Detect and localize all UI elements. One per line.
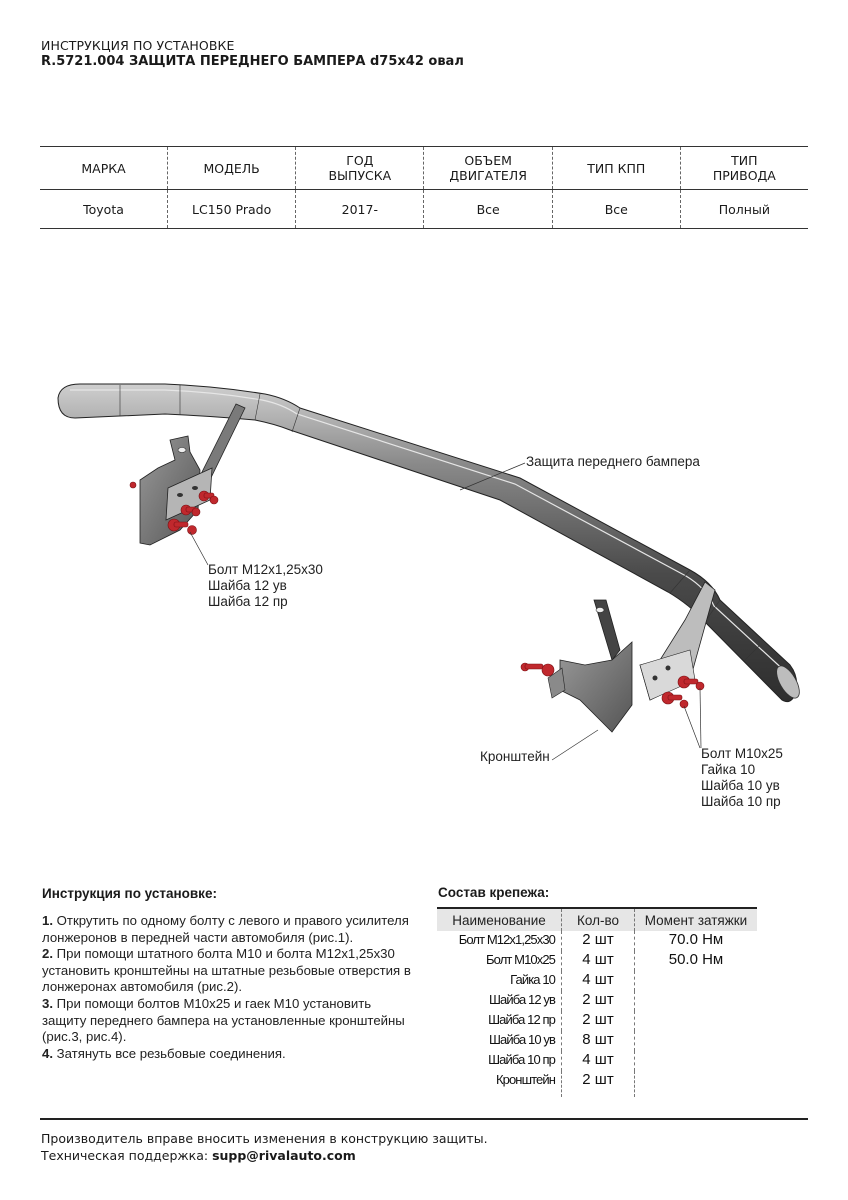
col-header-name: Наименование	[437, 908, 562, 931]
step-text: При помощи штатного болта М10 и болта М12x1,25x30 установить кронштейны на штатные резьбовые отверстия в лонжеронах автомобиля (рис.2).	[42, 946, 411, 995]
fastener-qty: 2 шт	[562, 1071, 635, 1097]
callout-line: Болт М12x1,25x30	[208, 562, 323, 577]
fastener-name: Гайка 10	[510, 972, 555, 987]
fastener-qty: 4 шт	[562, 951, 635, 971]
fastener-row	[437, 951, 757, 971]
fastener-qty: 8 шт	[562, 1031, 635, 1051]
callout-right-fasteners	[701, 746, 783, 810]
step-text: Затянуть все резьбовые соединения.	[53, 1045, 286, 1061]
instruction-step	[42, 913, 417, 946]
footer-divider	[40, 1118, 808, 1120]
instruction-step	[42, 1046, 417, 1063]
vehicle-table-header	[40, 147, 808, 190]
fastener-qty: 4 шт	[562, 971, 635, 991]
cell-engine: Все	[424, 190, 552, 229]
fastener-qty: 2 шт	[562, 991, 635, 1011]
fastener-torque	[635, 991, 758, 1011]
col-header-gearbox: ТИП КПП	[552, 147, 680, 190]
fastener-row	[437, 1011, 757, 1031]
fasteners-header-row	[437, 908, 757, 931]
vehicle-table-row	[40, 190, 808, 229]
col-header-brand: МАРКА	[40, 147, 168, 190]
fastener-row	[437, 1071, 757, 1097]
cell-model: LC150 Prado	[168, 190, 296, 229]
fastener-row	[437, 971, 757, 991]
fastener-torque	[635, 971, 758, 991]
left-bracket	[140, 404, 245, 545]
fastener-name: Болт М12x1,25x30	[458, 932, 555, 947]
footer-disclaimer: Производитель вправе вносить изменения в конструкцию защиты.	[41, 1131, 488, 1146]
col-header-torque: Момент затяжки	[635, 908, 758, 931]
product-title: R.5721.004 ЗАЩИТА ПЕРЕДНЕГО БАМПЕРА d75x42 овал	[41, 54, 464, 69]
vehicle-table	[40, 146, 808, 229]
fastener-row	[437, 1031, 757, 1051]
fasteners-title: Состав крепежа:	[438, 885, 550, 900]
callout-line: Шайба 12 пр	[208, 594, 288, 609]
support-label: Техническая поддержка:	[41, 1148, 213, 1163]
fastener-row	[437, 931, 757, 951]
bumper-assembly-drawing	[0, 360, 848, 840]
fastener-qty: 2 шт	[562, 931, 635, 951]
fastener-name: Шайба 12 пр	[488, 1012, 555, 1027]
step-number: 2.	[42, 946, 53, 962]
fastener-torque: 70.0 Нм	[635, 931, 758, 951]
fastener-torque	[635, 1031, 758, 1051]
step-number: 1.	[42, 913, 53, 928]
fastener-torque	[635, 1071, 758, 1097]
fastener-name: Шайба 12 ув	[489, 992, 555, 1007]
instruction-step	[42, 946, 417, 996]
step-number: 4.	[42, 1045, 53, 1061]
fasteners-table	[437, 907, 757, 1097]
callout-left-fasteners	[208, 562, 323, 610]
col-header-drive: ТИП ПРИВОДА	[680, 147, 808, 190]
footer-support	[41, 1148, 356, 1163]
cell-year: 2017-	[296, 190, 424, 229]
fastener-row	[437, 1051, 757, 1071]
callout-line: Шайба 10 пр	[701, 794, 781, 809]
cell-gearbox: Все	[552, 190, 680, 229]
fastener-qty: 2 шт	[562, 1011, 635, 1031]
col-header-model: МОДЕЛЬ	[168, 147, 296, 190]
callout-line: Болт М10x25	[701, 746, 783, 761]
fastener-torque	[635, 1051, 758, 1071]
instruction-step	[42, 996, 417, 1046]
fastener-name: Шайба 10 ув	[489, 1032, 555, 1047]
callout-line: Гайка 10	[701, 762, 756, 777]
fastener-name: Шайба 10 пр	[488, 1052, 555, 1067]
instructions-title: Инструкция по установке:	[42, 886, 217, 901]
step-text: При помощи болтов М10x25 и гаек М10 установить защиту переднего бампера на установленные кронштейны (рис.3, рис.4).	[42, 995, 405, 1045]
support-email-link[interactable]: supp@rivalauto.com	[212, 1148, 356, 1163]
fastener-row	[437, 991, 757, 1011]
fastener-qty: 4 шт	[562, 1051, 635, 1071]
fastener-name: Кронштейн	[495, 1072, 555, 1087]
document-type: ИНСТРУКЦИЯ ПО УСТАНОВКЕ	[41, 38, 235, 53]
fastener-torque: 50.0 Нм	[635, 951, 758, 971]
step-text: Открутить по одному болту с левого и правого усилителя лонжеронов в передней части автомобиля (рис.1).	[42, 913, 409, 945]
callout-bumper: Защита переднего бампера	[526, 454, 700, 469]
fastener-torque	[635, 1011, 758, 1031]
callout-line: Шайба 10 ув	[701, 778, 780, 793]
cell-drive: Полный	[680, 190, 808, 229]
col-header-qty: Кол-во	[562, 908, 635, 931]
col-header-engine: ОБЪЕМ ДВИГАТЕЛЯ	[424, 147, 552, 190]
callout-line: Шайба 12 ув	[208, 578, 287, 593]
fastener-name: Болт М10x25	[486, 952, 555, 967]
cell-brand: Toyota	[40, 190, 168, 229]
step-number: 3.	[42, 995, 53, 1011]
instructions-list	[42, 913, 417, 1062]
callout-bracket: Кронштейн	[480, 749, 550, 764]
col-header-year: ГОД ВЫПУСКА	[296, 147, 424, 190]
